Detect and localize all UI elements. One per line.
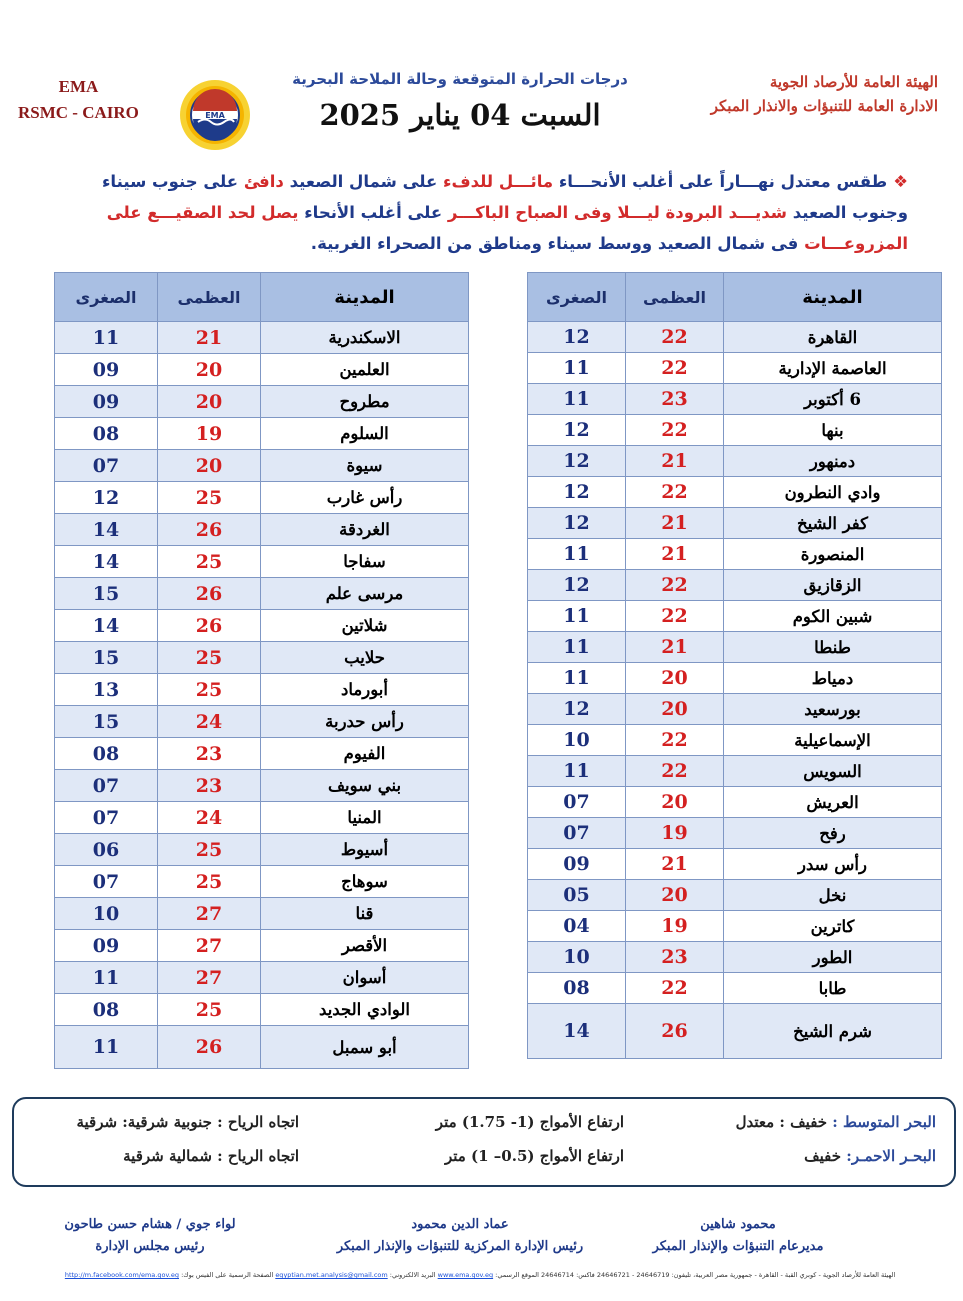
max-temp-cell: 22 — [626, 756, 724, 787]
city-column-header: المدينة — [724, 273, 942, 322]
max-temp-cell: 25 — [158, 866, 261, 898]
city-cell: كفر الشيخ — [724, 508, 942, 539]
table-row — [55, 898, 469, 930]
mediterranean-label: البحر المتوسط : — [832, 1113, 936, 1131]
min-temp-cell: 11 — [528, 663, 626, 694]
min-temp-cell: 11 — [55, 322, 158, 354]
min-temp-cell: 15 — [55, 578, 158, 610]
forecast-seg-6: شديـــد البرودة ليـــلا وفى الصباح الباكـــر — [447, 203, 787, 222]
red-sea-label: البحـر الاحمـر: — [846, 1147, 936, 1165]
min-temp-cell: 12 — [528, 322, 626, 353]
red-sea-state — [804, 1147, 936, 1165]
min-temp-cell: 07 — [55, 866, 158, 898]
city-cell: بنها — [724, 415, 942, 446]
max-temp-cell: 22 — [626, 353, 724, 384]
min-temp-cell: 08 — [55, 418, 158, 450]
min-temp-cell: 10 — [55, 898, 158, 930]
org-department: الادارة العامة للتنبؤات والانذار المبكر — [710, 97, 938, 115]
max-temp-cell: 23 — [158, 770, 261, 802]
min-temp-cell: 09 — [55, 354, 158, 386]
signature-title: مديرعام التنبؤات والإنذار المبكر — [652, 1239, 824, 1254]
contact-footer — [40, 1271, 920, 1279]
min-temp-cell: 07 — [528, 818, 626, 849]
table-row — [55, 514, 469, 546]
max-column-header: العظمى — [158, 273, 261, 322]
table-row — [528, 570, 942, 601]
max-temp-cell: 25 — [158, 482, 261, 514]
max-temp-cell: 22 — [626, 973, 724, 1004]
min-temp-cell: 12 — [528, 570, 626, 601]
min-temp-cell: 11 — [55, 1026, 158, 1069]
city-cell: 6 أكتوبر — [724, 384, 942, 415]
mediterranean-wind: اتجاه الرياح : جنوبية شرقية: شرقية — [76, 1113, 299, 1131]
min-temp-cell: 14 — [55, 610, 158, 642]
table-row — [528, 694, 942, 725]
table-row — [528, 787, 942, 818]
forecast-seg-9: فى شمال الصعيد ووسط سيناء ومناطق من الصحراء الغربية. — [310, 234, 805, 253]
max-temp-cell: 26 — [626, 1004, 724, 1059]
table-row — [55, 642, 469, 674]
max-temp-cell: 23 — [158, 738, 261, 770]
forecast-seg-7: على أغلب الأنحاء — [298, 203, 448, 222]
max-temp-cell: 20 — [626, 787, 724, 818]
max-temp-cell: 25 — [158, 834, 261, 866]
table-row — [55, 674, 469, 706]
table-row — [528, 725, 942, 756]
max-temp-cell: 21 — [626, 849, 724, 880]
city-cell: كاترين — [724, 911, 942, 942]
city-cell: أسوان — [261, 962, 469, 994]
city-cell: شلاتين — [261, 610, 469, 642]
max-temp-cell: 27 — [158, 898, 261, 930]
min-temp-cell: 12 — [528, 446, 626, 477]
table-row — [528, 415, 942, 446]
max-temp-cell: 27 — [158, 962, 261, 994]
signature-head — [300, 1214, 620, 1258]
city-cell: بني سويف — [261, 770, 469, 802]
city-cell: الطور — [724, 942, 942, 973]
table-row — [528, 973, 942, 1004]
table-row — [55, 482, 469, 514]
city-cell: الزقازيق — [724, 570, 942, 601]
table-row — [55, 930, 469, 962]
max-temp-cell: 20 — [158, 386, 261, 418]
signature-title: رئيس الإدارة المركزية للتنبؤات والإنذار المبكر — [336, 1239, 584, 1254]
table-row — [528, 818, 942, 849]
max-temp-cell: 21 — [626, 632, 724, 663]
city-cell: سفاجا — [261, 546, 469, 578]
city-cell: أبورماد — [261, 674, 469, 706]
city-cell: أبو سمبل — [261, 1026, 469, 1069]
forecast-seg-8: يصل لحد الصقيـــع على المزروعـــات — [106, 203, 908, 253]
min-temp-cell: 11 — [528, 384, 626, 415]
min-temp-cell: 14 — [55, 514, 158, 546]
city-cell: دمياط — [724, 663, 942, 694]
mediterranean-state — [736, 1113, 936, 1131]
table-row — [55, 354, 469, 386]
city-cell: المنصورة — [724, 539, 942, 570]
max-temp-cell: 22 — [626, 601, 724, 632]
table-row — [528, 1004, 942, 1059]
rsmc-text: RSMC - CAIRO — [18, 103, 139, 122]
min-column-header: الصغرى — [55, 273, 158, 322]
min-temp-cell: 09 — [55, 930, 158, 962]
table-row — [55, 610, 469, 642]
forecast-seg-4: دافئ — [243, 172, 284, 191]
signature-director — [608, 1214, 868, 1258]
min-temp-cell: 05 — [528, 880, 626, 911]
city-cell: السويس — [724, 756, 942, 787]
table-row — [55, 386, 469, 418]
red-sea-condition: خفيف — [804, 1147, 842, 1165]
max-temp-cell: 22 — [626, 477, 724, 508]
forecast-seg-1: طقس معتدل نهـــاراً على أغلب الأنحـــاء — [553, 172, 888, 191]
min-temp-cell: 06 — [55, 834, 158, 866]
signature-name: لواء جوي / هشام حسن طاحون — [64, 1217, 236, 1232]
city-cell: العلمين — [261, 354, 469, 386]
logo-text: EMA — [205, 111, 225, 120]
max-temp-cell: 26 — [158, 514, 261, 546]
min-temp-cell: 11 — [528, 756, 626, 787]
min-temp-cell: 14 — [55, 546, 158, 578]
min-temp-cell: 10 — [528, 942, 626, 973]
max-temp-cell: 26 — [158, 1026, 261, 1069]
table-row — [55, 578, 469, 610]
max-temp-cell: 27 — [158, 930, 261, 962]
table-row — [528, 601, 942, 632]
forecast-seg-5: على جنوب سيناء وجنوب الصعيد — [101, 172, 908, 222]
table-row — [55, 450, 469, 482]
bulletin-subtitle: درجات الحرارة المتوقعة وحالة الملاحة البحرية — [292, 70, 628, 88]
city-cell: أسيوط — [261, 834, 469, 866]
table-row — [55, 418, 469, 450]
table-row — [528, 663, 942, 694]
max-temp-cell: 23 — [626, 942, 724, 973]
min-temp-cell: 11 — [528, 632, 626, 663]
min-temp-cell: 07 — [55, 450, 158, 482]
max-temp-cell: 24 — [158, 706, 261, 738]
city-cell: رأس غارب — [261, 482, 469, 514]
city-cell: دمنهور — [724, 446, 942, 477]
city-column-header: المدينة — [261, 273, 469, 322]
table-row — [528, 477, 942, 508]
table-row — [528, 942, 942, 973]
table-row — [55, 546, 469, 578]
max-temp-cell: 22 — [626, 725, 724, 756]
min-temp-cell: 07 — [55, 802, 158, 834]
temperature-table-left — [54, 272, 469, 1069]
min-temp-cell: 12 — [528, 477, 626, 508]
max-temp-cell: 19 — [626, 911, 724, 942]
table-row — [55, 322, 469, 354]
table-row — [55, 866, 469, 898]
city-cell: مطروح — [261, 386, 469, 418]
max-temp-cell: 20 — [626, 694, 724, 725]
min-temp-cell: 09 — [55, 386, 158, 418]
table-row — [55, 1026, 469, 1069]
city-cell: سيوة — [261, 450, 469, 482]
max-temp-cell: 20 — [626, 880, 724, 911]
max-temp-cell: 21 — [626, 539, 724, 570]
weather-forecast-text — [48, 166, 908, 259]
city-cell: طابا — [724, 973, 942, 1004]
max-temp-cell: 26 — [158, 578, 261, 610]
table-row — [528, 539, 942, 570]
city-cell: العاصمة الإدارية — [724, 353, 942, 384]
city-cell: رفح — [724, 818, 942, 849]
table-row — [528, 508, 942, 539]
table-row — [528, 353, 942, 384]
city-cell: الاسكندرية — [261, 322, 469, 354]
min-temp-cell: 07 — [55, 770, 158, 802]
max-temp-cell: 26 — [158, 610, 261, 642]
city-cell: الغردقة — [261, 514, 469, 546]
city-cell: السلوم — [261, 418, 469, 450]
min-temp-cell: 11 — [55, 962, 158, 994]
mediterranean-condition: خفيف : معتدل — [735, 1113, 828, 1131]
signature-chairman — [30, 1214, 270, 1258]
max-column-header: العظمى — [626, 273, 724, 322]
bulletin-date: السبت 04 يناير 2025 — [319, 98, 601, 132]
city-cell: حلايب — [261, 642, 469, 674]
city-cell: المنيا — [261, 802, 469, 834]
city-cell: مرسى علم — [261, 578, 469, 610]
min-temp-cell: 12 — [55, 482, 158, 514]
max-temp-cell: 25 — [158, 674, 261, 706]
max-temp-cell: 25 — [158, 546, 261, 578]
min-temp-cell: 10 — [528, 725, 626, 756]
mediterranean-waves: ارتفاع الأمواج (1- 1.75) متر — [435, 1113, 624, 1131]
max-temp-cell: 20 — [626, 663, 724, 694]
table-row — [528, 880, 942, 911]
max-temp-cell: 25 — [158, 642, 261, 674]
max-temp-cell: 24 — [158, 802, 261, 834]
facebook-link[interactable]: http://m.facebook.com/ema.gov.eg — [64, 1271, 179, 1279]
bulletin-title — [260, 70, 660, 132]
min-temp-cell: 13 — [55, 674, 158, 706]
min-temp-cell: 07 — [528, 787, 626, 818]
city-cell: شرم الشيخ — [724, 1004, 942, 1059]
temperature-table-right — [527, 272, 942, 1059]
min-temp-cell: 09 — [528, 849, 626, 880]
max-temp-cell: 23 — [626, 384, 724, 415]
max-temp-cell: 21 — [626, 446, 724, 477]
table-row — [55, 802, 469, 834]
city-cell: نخل — [724, 880, 942, 911]
max-temp-cell: 21 — [158, 322, 261, 354]
max-temp-cell: 20 — [158, 450, 261, 482]
min-temp-cell: 08 — [55, 994, 158, 1026]
max-temp-cell: 25 — [158, 994, 261, 1026]
min-temp-cell: 12 — [528, 508, 626, 539]
city-cell: العريش — [724, 787, 942, 818]
marine-conditions-box — [12, 1097, 956, 1187]
table-row — [55, 962, 469, 994]
city-cell: القاهرة — [724, 322, 942, 353]
city-cell: رأس سدر — [724, 849, 942, 880]
table-row — [55, 994, 469, 1026]
table-row — [55, 770, 469, 802]
city-cell: بورسعيد — [724, 694, 942, 725]
city-cell: رأس حدربة — [261, 706, 469, 738]
min-temp-cell: 12 — [528, 415, 626, 446]
city-cell: الفيوم — [261, 738, 469, 770]
city-cell: سوهاج — [261, 866, 469, 898]
max-temp-cell: 19 — [626, 818, 724, 849]
min-temp-cell: 15 — [55, 706, 158, 738]
city-cell: الإسماعيلية — [724, 725, 942, 756]
diamond-bullet-icon: ❖ — [893, 172, 908, 191]
min-temp-cell: 08 — [528, 973, 626, 1004]
table-header-row — [55, 273, 469, 322]
forecast-seg-2: مائـــل للدفء — [443, 172, 554, 191]
min-temp-cell: 11 — [528, 539, 626, 570]
email-label: البريد الالكتروني: — [387, 1271, 438, 1279]
red-sea-wind: اتجاه الرياح : شمالية شرقية — [123, 1147, 299, 1165]
signature-title: رئيس مجلس الإدارة — [95, 1239, 205, 1254]
facebook-label: الصفحة الرسمية على الفيس بوك: — [179, 1271, 276, 1279]
organization-header — [711, 70, 938, 118]
min-temp-cell: 14 — [528, 1004, 626, 1059]
max-temp-cell: 19 — [158, 418, 261, 450]
city-cell: الأقصر — [261, 930, 469, 962]
forecast-seg-3: على شمال الصعيد — [283, 172, 444, 191]
website-link[interactable]: www.ema.gov.eg — [437, 1271, 494, 1279]
signature-name: عماد الدين محمود — [411, 1217, 509, 1232]
table-row — [55, 834, 469, 866]
red-sea-waves: ارتفاع الأمواج (0.5– 1) متر — [444, 1147, 624, 1165]
city-cell: شبين الكوم — [724, 601, 942, 632]
table-row — [528, 446, 942, 477]
table-row — [55, 706, 469, 738]
city-cell: قنا — [261, 898, 469, 930]
table-row — [528, 632, 942, 663]
ema-logo — [178, 78, 252, 152]
table-row — [528, 756, 942, 787]
min-column-header: الصغرى — [528, 273, 626, 322]
table-header-row — [528, 273, 942, 322]
city-cell: الوادي الجديد — [261, 994, 469, 1026]
ema-text: EMA — [58, 77, 99, 96]
signature-name: محمود شاهين — [700, 1217, 776, 1232]
max-temp-cell: 22 — [626, 570, 724, 601]
table-row — [528, 322, 942, 353]
city-cell: وادي النطرون — [724, 477, 942, 508]
table-row — [55, 738, 469, 770]
ema-label — [18, 74, 139, 126]
email-link[interactable]: egyptian.met.analysis@gmail.com — [275, 1271, 388, 1279]
max-temp-cell: 22 — [626, 415, 724, 446]
max-temp-cell: 22 — [626, 322, 724, 353]
table-row — [528, 849, 942, 880]
city-cell: طنطا — [724, 632, 942, 663]
max-temp-cell: 20 — [158, 354, 261, 386]
min-temp-cell: 04 — [528, 911, 626, 942]
min-temp-cell: 11 — [528, 353, 626, 384]
table-row — [528, 911, 942, 942]
max-temp-cell: 21 — [626, 508, 724, 539]
footer-address: الهيئة العامة للأرصاد الجوية - كوبري القبة - القاهرة - جمهورية مصر العربية، تليفون: 24646719 - 24646721 فاكس: 24646714 الموقع الرسمي: — [493, 1271, 896, 1279]
table-row — [528, 384, 942, 415]
min-temp-cell: 08 — [55, 738, 158, 770]
min-temp-cell: 15 — [55, 642, 158, 674]
min-temp-cell: 11 — [528, 601, 626, 632]
min-temp-cell: 12 — [528, 694, 626, 725]
org-name: الهيئة العامة للأرصاد الجوية — [769, 73, 938, 91]
